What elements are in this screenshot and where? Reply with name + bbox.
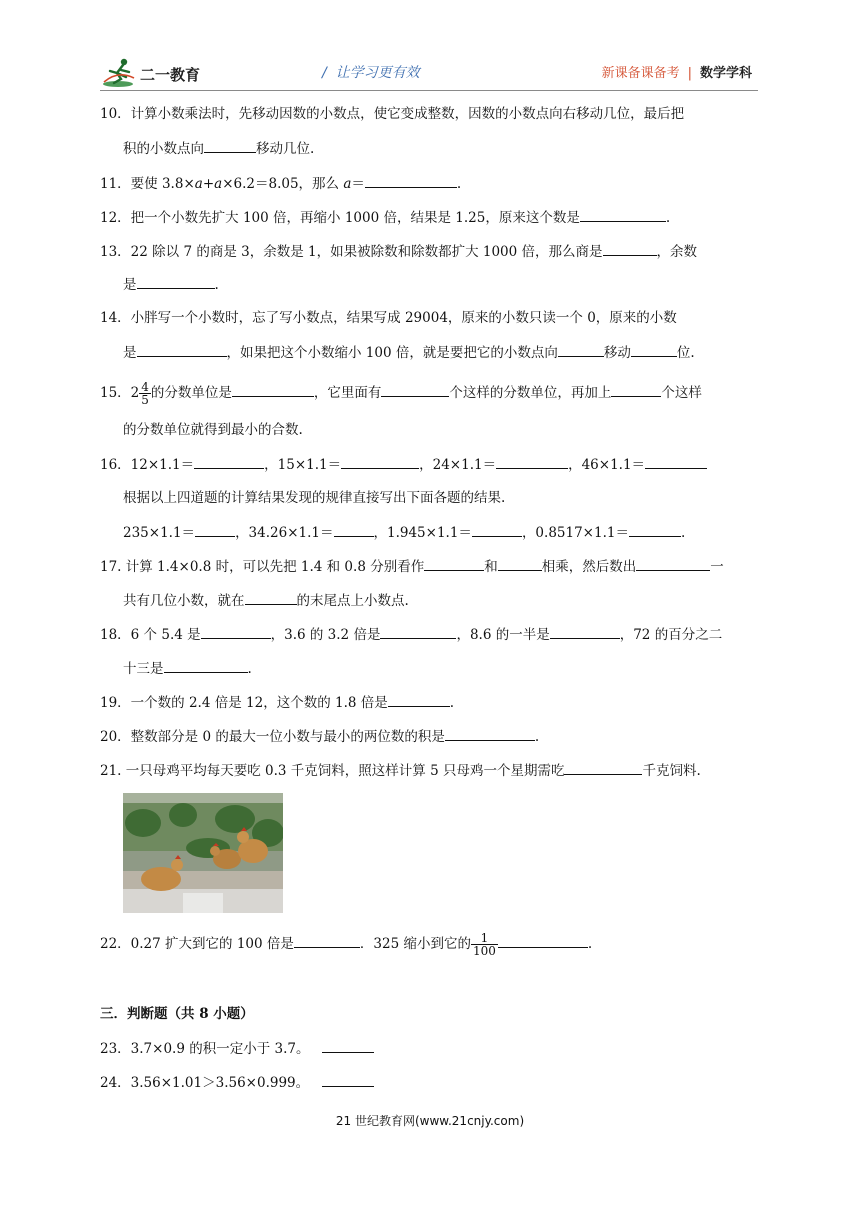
answer-blank[interactable]: [201, 624, 271, 639]
answer-blank[interactable]: [550, 624, 620, 639]
question-13-cont: 是 .: [123, 274, 219, 295]
answer-blank[interactable]: [445, 726, 535, 741]
answer-blank[interactable]: [245, 590, 297, 605]
question-11: 11．要使 3.8×a+a×6.2＝8.05，那么 a＝ .: [100, 173, 461, 194]
question-10: 10．计算小数乘法时，先移动因数的小数点，使它变成整数，因数的小数点向右移动几位，最后把: [100, 106, 685, 122]
question-13: 13．22 除以 7 的商是 3，余数是 1，如果被除数和除数都扩大 1000 倍，那么商是 ，余数: [100, 241, 697, 262]
question-15: 15．2 $\frac{4}{5}$ 的分数单位是 ，它里面有 个这样的分数单位，再加上 个这样: [100, 380, 702, 407]
answer-blank[interactable]: [322, 1038, 374, 1053]
answer-blank[interactable]: [380, 624, 456, 639]
answer-blank[interactable]: [629, 522, 681, 537]
answer-blank[interactable]: [645, 454, 707, 469]
question-10-cont: 积的小数点向 移动几位.: [123, 138, 314, 159]
mixed-fraction: $\frac{4}{5}$: [141, 380, 149, 407]
question-24: 24．3.56×1.01＞3.56×0.999。: [100, 1072, 374, 1093]
answer-blank[interactable]: [341, 454, 419, 469]
answer-blank[interactable]: [496, 454, 568, 469]
question-19: 19．一个数的 2.4 倍是 12，这个数的 1.8 倍是 .: [100, 692, 454, 713]
answer-blank[interactable]: [564, 760, 642, 775]
question-18: 18．6 个 5.4 是 ，3.6 的 3.2 倍是 ，8.6 的一半是 ，72 的百分之二: [100, 624, 722, 645]
answer-blank[interactable]: [498, 556, 542, 571]
answer-blank[interactable]: [611, 382, 661, 397]
runner-icon: [103, 59, 134, 87]
answer-blank[interactable]: [294, 933, 360, 948]
answer-blank[interactable]: [631, 342, 677, 357]
question-18-cont: 十三是 .: [123, 658, 252, 679]
question-17-cont: 共有几位小数，就在 的末尾点上小数点.: [123, 590, 409, 611]
question-16-sub: 235×1.1＝ ，34.26×1.1＝ ，1.945×1.1＝ ，0.8517×1.1＝ .: [123, 522, 685, 543]
logo-text: 二一教育: [140, 66, 201, 84]
page-footer: 21 世纪教育网(www.21cnjy.com): [335, 1114, 525, 1128]
answer-blank[interactable]: [603, 241, 657, 256]
answer-blank[interactable]: [558, 342, 604, 357]
header-tags: 新课备课备考 | 数学学科: [601, 66, 752, 81]
answer-blank[interactable]: [322, 1072, 374, 1087]
question-20: 20．整数部分是 0 的最大一位小数与最小的两位数的积是 .: [100, 726, 539, 747]
header-tag-subject: 数学学科: [699, 66, 752, 81]
answer-blank[interactable]: [137, 274, 215, 289]
question-16: 16．12×1.1＝ ，15×1.1＝ ，24×1.1＝ ，46×1.1＝: [100, 454, 707, 475]
answer-blank[interactable]: [195, 522, 235, 537]
answer-blank[interactable]: [137, 342, 227, 357]
question-22: 22．0.27 扩大到它的 100 倍是 ．325 缩小到它的 $\frac{1}{100}$ .: [100, 931, 593, 958]
answer-blank[interactable]: [164, 658, 248, 673]
hens-photo: [123, 793, 283, 913]
answer-blank[interactable]: [636, 556, 710, 571]
brand-logo: [102, 56, 222, 90]
question-17: 17. 计算 1.4×0.8 时，可以先把 1.4 和 0.8 分别看作 和 相乘，然后数出 一: [100, 556, 724, 577]
answer-blank[interactable]: [194, 454, 264, 469]
answer-blank[interactable]: [388, 692, 450, 707]
answer-blank[interactable]: [424, 556, 484, 571]
answer-blank[interactable]: [580, 207, 666, 222]
question-14: 14．小胖写一个小数时，忘了写小数点，结果写成 29004，原来的小数只读一个 0，原来的小数: [100, 310, 677, 326]
fraction: $\frac{1}{100}$: [472, 931, 496, 958]
page-header: [100, 52, 758, 91]
question-21: 21. 一只母鸡平均每天要吃 0.3 千克饲料，照这样计算 5 只母鸡一个星期需吃 千克饲料.: [100, 760, 701, 781]
header-tag-course: 新课备课备考: [601, 66, 680, 81]
section-heading: 三．判断题（共 8 小题）: [100, 1006, 254, 1022]
question-14-cont: 是 ，如果把这个小数缩小 100 倍，就是要把它的小数点向 移动 位.: [123, 342, 695, 363]
answer-blank[interactable]: [334, 522, 374, 537]
answer-blank[interactable]: [232, 382, 314, 397]
answer-blank[interactable]: [381, 382, 449, 397]
question-23: 23．3.7×0.9 的积一定小于 3.7。: [100, 1038, 374, 1059]
slogan: / 让学习更有效: [322, 65, 420, 81]
question-16-rule: 根据以上四道题的计算结果发现的规律直接写出下面各题的结果.: [123, 490, 506, 506]
answer-blank[interactable]: [472, 522, 522, 537]
question-15-cont: 的分数单位就得到最小的合数.: [123, 422, 303, 438]
answer-blank[interactable]: [365, 173, 457, 188]
answer-blank[interactable]: [498, 933, 588, 948]
question-12: 12．把一个小数先扩大 100 倍，再缩小 1000 倍，结果是 1.25，原来这个数是 .: [100, 207, 670, 228]
answer-blank[interactable]: [204, 138, 256, 153]
